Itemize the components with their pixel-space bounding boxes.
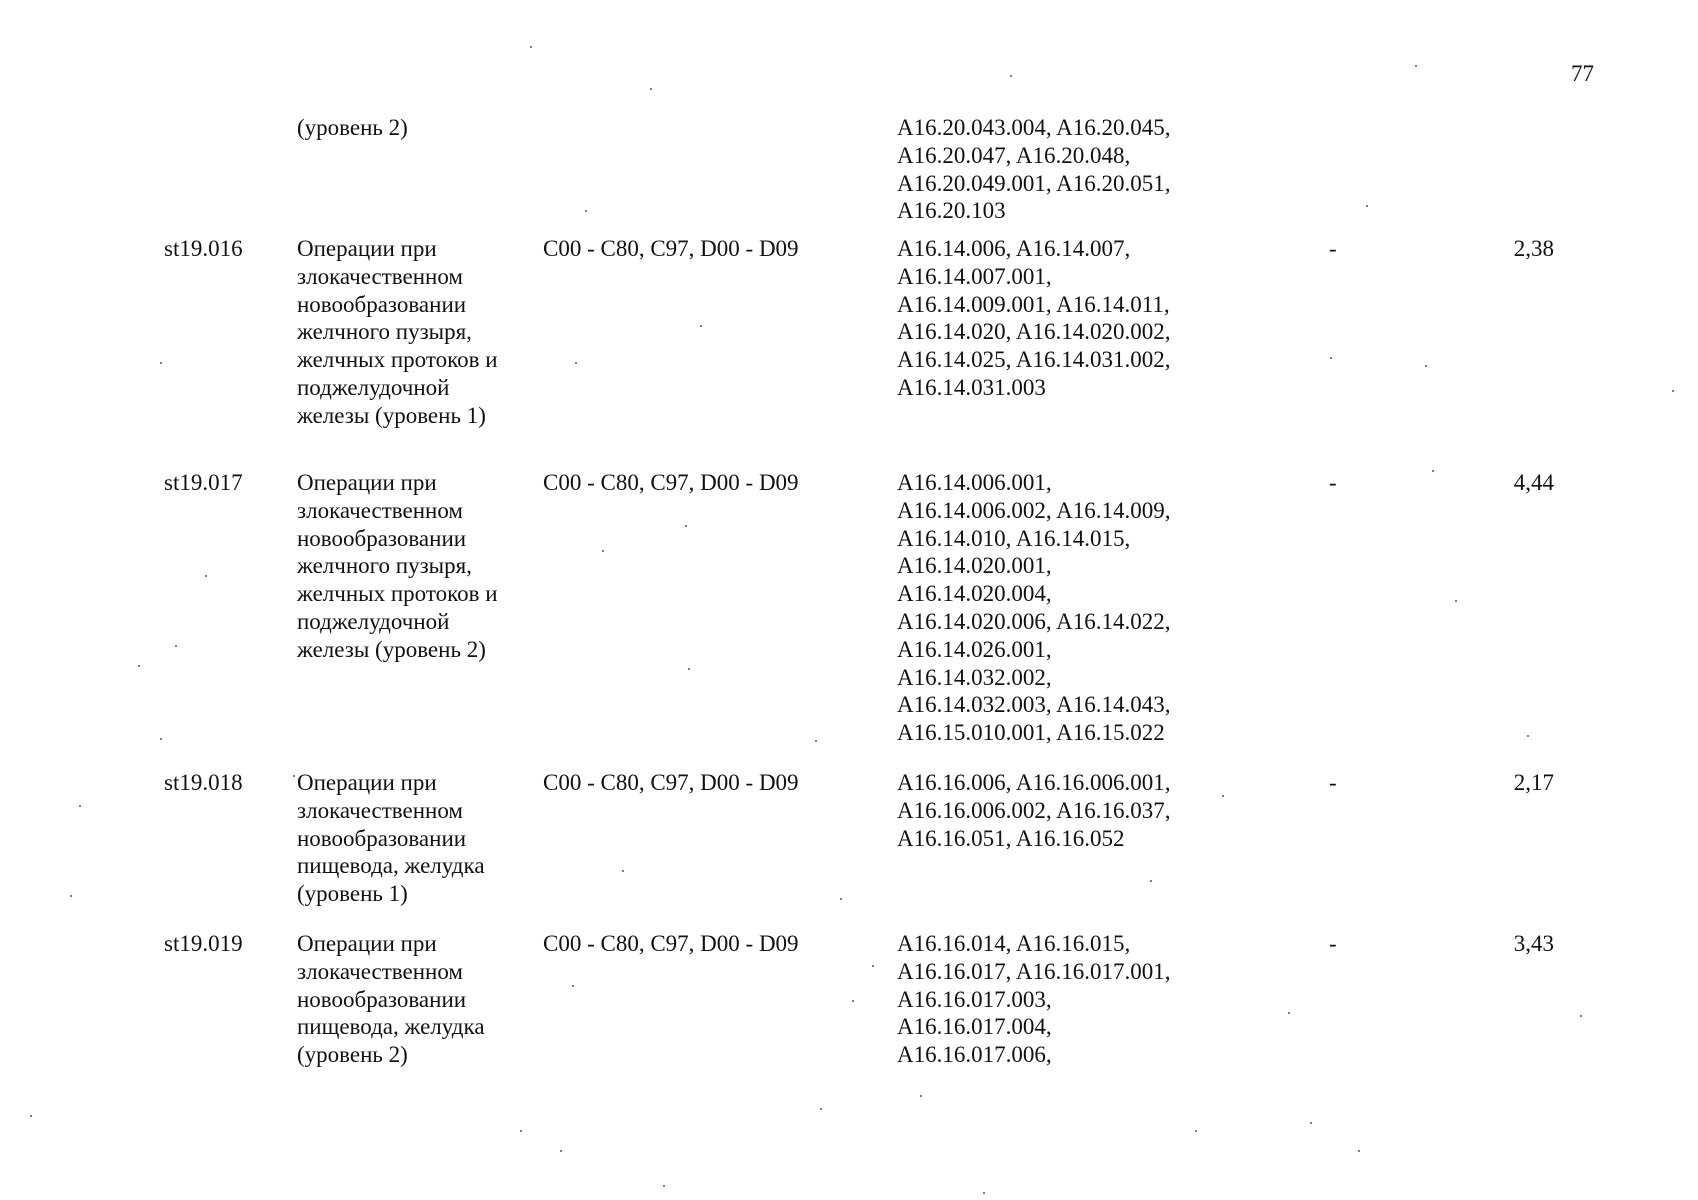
ksg-name: Операции при злокачественном новообразовании желчного пузыря, желчных протоков и поджелудочной железы (уровень 2): [297, 470, 498, 662]
coefficient: 4,44: [1513, 470, 1554, 495]
scan-speck: [1195, 1130, 1197, 1132]
ksg-code: st19.016: [164, 236, 243, 261]
coefficient: 2,17: [1513, 770, 1554, 795]
ksg-name: (уровень 2): [297, 115, 408, 140]
page-number: 77: [1571, 61, 1594, 86]
scan-speck: [1432, 470, 1434, 472]
scan-speck: [572, 985, 574, 987]
scan-speck: [622, 870, 624, 872]
scan-speck: [1222, 795, 1224, 797]
ksg-code: st19.017: [164, 470, 243, 495]
scan-speck: [650, 88, 652, 90]
procedure-codes: A16.16.006, A16.16.006.001, A16.16.006.002, A16.16.037, A16.16.051, A16.16.052: [897, 770, 1171, 851]
scan-speck: [520, 1130, 522, 1132]
ksg-code: st19.018: [164, 770, 243, 795]
scan-speck: [983, 1192, 985, 1194]
procedure-codes: A16.20.043.004, A16.20.045, A16.20.047, A16.20.048, A16.20.049.001, A16.20.051, A16.20.103: [897, 115, 1171, 224]
scan-speck: [1527, 735, 1529, 737]
scan-speck: [852, 1000, 854, 1002]
scan-speck: [138, 665, 140, 667]
scan-speck: [160, 362, 162, 364]
scan-speck: [1358, 1150, 1360, 1152]
scan-speck: [1010, 75, 1012, 77]
scan-speck: [30, 1115, 32, 1117]
extra-criterion: -: [1329, 470, 1337, 495]
diagnosis-codes: C00 - C80, C97, D00 - D09: [543, 470, 799, 495]
diagnosis-codes: C00 - C80, C97, D00 - D09: [543, 770, 799, 795]
ksg-code: st19.019: [164, 931, 243, 956]
scan-speck: [585, 210, 587, 212]
coefficient: 2,38: [1513, 236, 1554, 261]
scan-speck: [1672, 390, 1674, 392]
scan-speck: [840, 898, 842, 900]
ksg-name: Операции при злокачественном новообразовании пищевода, желудка (уровень 1): [297, 770, 485, 907]
procedure-codes: A16.16.014, A16.16.015, A16.16.017, A16.16.017.001, A16.16.017.003, A16.16.017.004, A16.16.017.006,: [897, 931, 1171, 1068]
scan-speck: [1455, 600, 1457, 602]
scan-speck: [1310, 1122, 1312, 1124]
ksg-name: Операции при злокачественном новообразовании желчного пузыря, желчных протоков и поджелудочной железы (уровень 1): [297, 236, 498, 428]
scan-speck: [872, 965, 874, 967]
extra-criterion: -: [1329, 236, 1337, 261]
scan-speck: [1150, 880, 1152, 882]
scan-speck: [160, 738, 162, 740]
diagnosis-codes: C00 - C80, C97, D00 - D09: [543, 236, 799, 261]
scan-speck: [560, 1150, 562, 1152]
procedure-codes: A16.14.006, A16.14.007, A16.14.007.001, A16.14.009.001, A16.14.011, A16.14.020, A16.14.020.002, A16.14.025, A16.14.031.002, A16.14.031.003: [897, 236, 1171, 400]
diagnosis-codes: C00 - C80, C97, D00 - D09: [543, 931, 799, 956]
scan-speck: [205, 575, 207, 577]
extra-criterion: -: [1329, 770, 1337, 795]
extra-criterion: -: [1329, 931, 1337, 956]
scan-speck: [530, 46, 532, 48]
scan-speck: [293, 775, 295, 777]
ksg-name: Операции при злокачественном новообразовании пищевода, желудка (уровень 2): [297, 931, 485, 1068]
scan-speck: [688, 668, 690, 670]
scan-speck: [70, 895, 72, 897]
procedure-codes: A16.14.006.001, A16.14.006.002, A16.14.009, A16.14.010, A16.14.015, A16.14.020.001, A16.14.020.004, A16.14.020.006, A16.14.022, A16.14.026.001, A16.14.032.002, A16.14.032.003, A16.14.043, A16.15.010.001, A16.15.022: [897, 470, 1171, 746]
scan-speck: [663, 1185, 665, 1187]
coefficient: 3,43: [1513, 931, 1554, 956]
scan-speck: [79, 805, 81, 807]
scan-speck: [700, 325, 702, 327]
scan-speck: [175, 645, 177, 647]
scan-speck: [1330, 357, 1332, 359]
scan-speck: [815, 740, 817, 742]
scan-speck: [602, 550, 604, 552]
scan-speck: [920, 1095, 922, 1097]
scan-speck: [685, 525, 687, 527]
scan-speck: [1580, 1015, 1582, 1017]
scan-speck: [1366, 205, 1368, 207]
scan-speck: [820, 1108, 822, 1110]
scan-speck: [1288, 1012, 1290, 1014]
scan-speck: [1415, 65, 1417, 67]
scan-speck: [575, 362, 577, 364]
scan-speck: [1425, 365, 1427, 367]
